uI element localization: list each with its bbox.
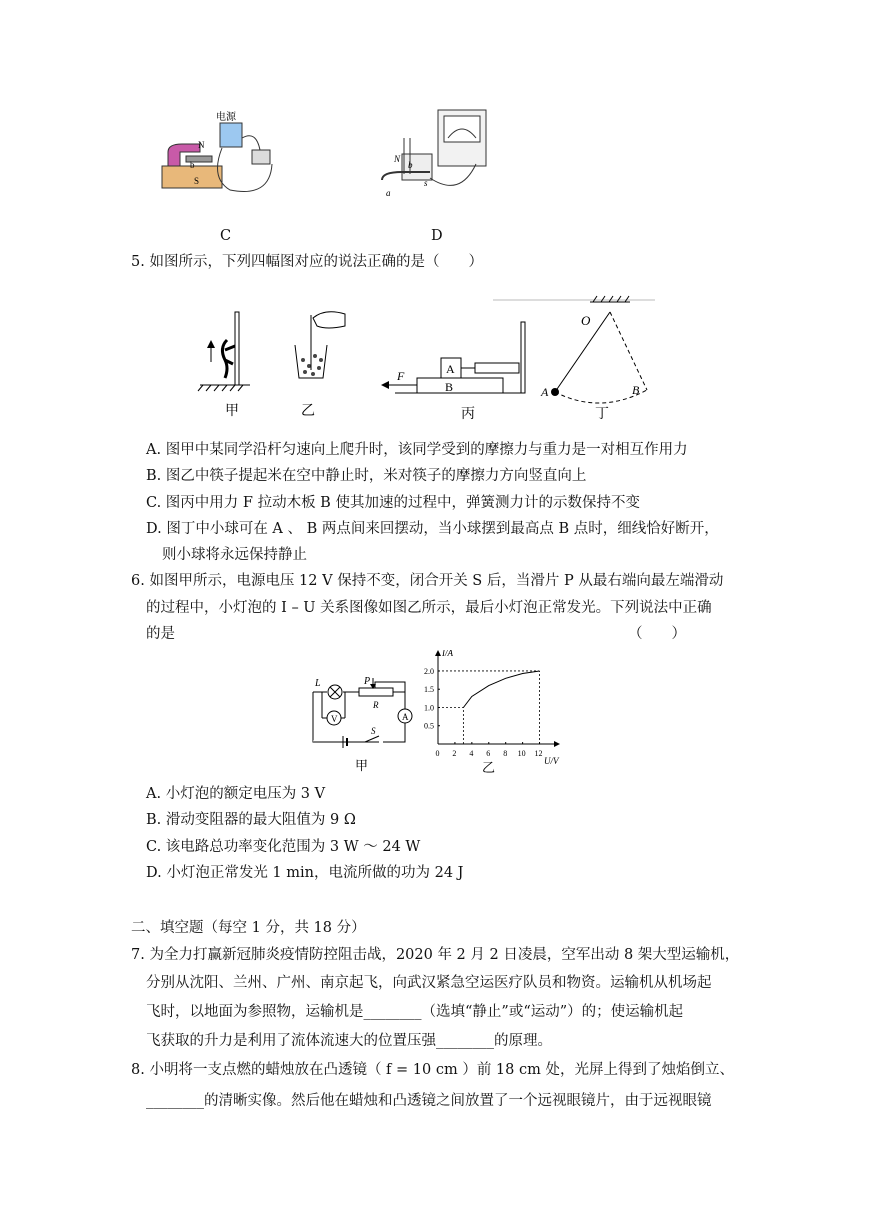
q8-line2: ________的清晰实像。然后他在蜡烛和凸透镜之间放置了一个远视眼镜片，由于远视眼镜	[146, 1093, 712, 1109]
svg-text:b: b	[190, 160, 195, 170]
q7-line4: 飞获取的升力是利用了流体流速大的位置压强________的原理。	[146, 1033, 552, 1049]
svg-text:A: A	[402, 712, 409, 722]
y-tick-label: 0.5	[424, 721, 434, 731]
q6-line3: 的是	[146, 626, 175, 642]
q6-answer-bracket: （ ）	[628, 626, 686, 642]
svg-text:A: A	[541, 385, 549, 399]
x-tick-label: 4	[469, 749, 474, 758]
svg-text:A: A	[446, 362, 455, 376]
svg-text:S: S	[371, 726, 376, 736]
graph-caption: 乙	[482, 760, 496, 775]
x-axis-arrow	[554, 741, 560, 747]
q6-option-c: C. 该电路总功率变化范围为 3 W ～ 24 W	[146, 839, 421, 855]
q5-option-d-cont: 则小球将永远保持静止	[162, 547, 307, 563]
section-heading: 二、填空题（每空 1 分，共 18 分）	[131, 920, 366, 936]
svg-text:V: V	[331, 714, 338, 724]
q5-option-b: B. 图乙中筷子提起米在空中静止时，米对筷子的摩擦力方向竖直向上	[146, 468, 587, 484]
q5-stem: 5. 如图所示，下列四幅图对应的说法正确的是（ ）	[131, 254, 483, 270]
figure-d	[380, 108, 490, 200]
svg-text:b: b	[408, 160, 413, 170]
figure-c	[160, 108, 280, 198]
svg-text:B: B	[445, 380, 454, 394]
svg-text:P: P	[364, 676, 371, 687]
iu-curve	[463, 671, 539, 708]
q6-iu-graph	[420, 650, 565, 778]
y-tick-label: 1.0	[424, 703, 434, 713]
svg-text:R: R	[373, 700, 379, 710]
c-power-label: 电源	[216, 112, 236, 123]
q6-line1: 6. 如图甲所示，电源电压 12 V 保持不变，闭合开关 S 后，当滑片 P 从最右端向最左端滑动	[131, 573, 724, 589]
svg-text:L: L	[315, 678, 321, 689]
svg-text:丁: 丁	[595, 407, 609, 422]
q5-option-c: C. 图丙中用力 F 拉动木板 B 使其加速的过程中，弹簧测力计的示数保持不变	[146, 495, 640, 511]
q6-line2: 的过程中，小灯泡的 I – U 关系图像如图乙所示，最后小灯泡正常发光。下列说法中正确	[146, 600, 712, 616]
q6-option-b: B. 滑动变阻器的最大阻值为 9 Ω	[146, 812, 356, 828]
q6-option-d: D. 小灯泡正常发光 1 min，电流所做的功为 24 J	[146, 865, 464, 881]
svg-text:N: N	[394, 154, 401, 164]
y-tick-label: 2.0	[424, 666, 434, 676]
svg-text:乙: 乙	[301, 404, 315, 419]
svg-text:F: F	[397, 369, 405, 383]
q7-line1: 7. 为全力打赢新冠肺炎疫情防控阻击战，2020 年 2 月 2 日凌晨，空军出动 8 架大型运输机，	[131, 947, 740, 963]
svg-text:s: s	[424, 178, 428, 188]
x-tick-label: 12	[534, 749, 543, 758]
x-tick-label: 6	[486, 749, 491, 758]
x-tick-label: 8	[503, 749, 508, 758]
x-tick-label: 0	[435, 749, 440, 758]
caption-c: C	[220, 228, 232, 244]
x-axis-label: U/V	[544, 756, 559, 766]
y-tick-label: 1.5	[424, 685, 434, 695]
svg-text:N: N	[198, 140, 205, 150]
svg-text:丙: 丙	[461, 407, 475, 422]
q7-line2: 分别从沈阳、兰州、广州、南京起飞，向武汉紧急空运医疗队员和物资。运输机从机场起	[146, 975, 712, 991]
q6-option-a: A. 小灯泡的额定电压为 3 V	[146, 786, 326, 802]
q5-figures	[195, 290, 665, 425]
svg-text:O: O	[581, 313, 591, 328]
svg-text:S: S	[194, 176, 200, 186]
q8-line1: 8. 小明将一支点燃的蜡烛放在凸透镜（ f = 10 cm ）前 18 cm 处，光屏上得到了烛焰倒立、	[131, 1062, 734, 1078]
svg-text:甲: 甲	[355, 758, 369, 773]
svg-text:甲: 甲	[225, 404, 239, 419]
caption-d: D	[431, 228, 443, 244]
svg-text:B: B	[632, 383, 640, 397]
q7-line3: 飞时，以地面为参照物，运输机是________（选填“静止”或“运动”）的；使运输机起	[146, 1004, 684, 1020]
x-tick-label: 2	[452, 749, 457, 758]
x-tick-label: 10	[517, 749, 526, 758]
svg-text:a: a	[386, 188, 391, 198]
q5-option-a: A. 图甲中某同学沿杆匀速向上爬升时，该同学受到的摩擦力与重力是一对相互作用力	[146, 442, 688, 458]
y-axis-label: I/A	[442, 650, 453, 658]
y-axis-arrow	[435, 650, 441, 656]
q6-circuit	[305, 672, 417, 777]
q5-option-d: D. 图丁中小球可在 A 、 B 两点间来回摆动，当小球摆到最高点 B 点时，细线恰好断开，	[146, 521, 719, 537]
